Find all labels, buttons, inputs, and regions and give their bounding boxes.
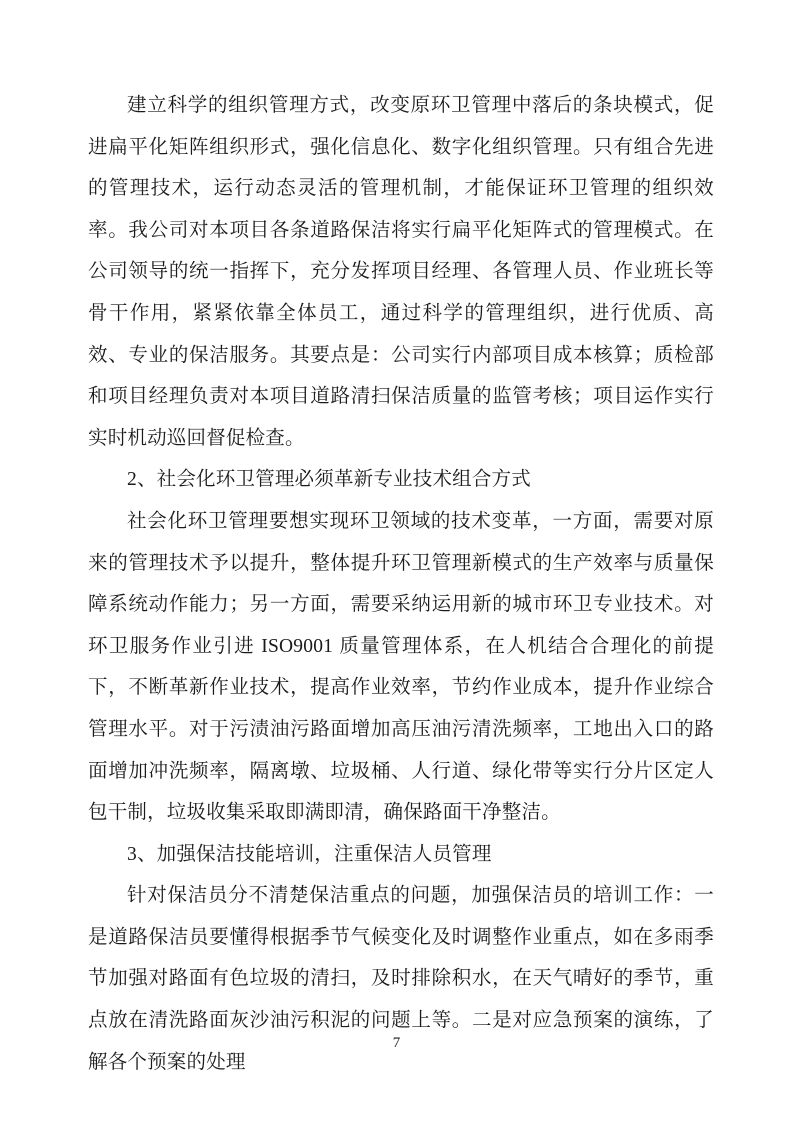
paragraph-organization-management: 建立科学的组织管理方式，改变原环卫管理中落后的条块模式，促进扁平化矩阵组织形式，强化信息化、数字化组织管理。只有组合先进的管理技术，运行动态灵活的管理机制，才能保证环卫管理的组织效率。我公司对本项目各条道路保洁将实行扁平化矩阵式的管理模式。在公司领导的统一指挥下，充分发挥项目经理、各管理人员、作业班长等骨干作用，紧紧依靠全体员工，通过科学的管理组织，进行优质、高效、专业的保洁服务。其要点是：公司实行内部项目成本核算；质检部和项目经理负责对本项目道路清扫保洁质量的监管考核；项目运作实行实时机动巡回督促检查。	[88, 95, 714, 449]
page-footer	[0, 1034, 793, 1052]
section-heading-3: 3、加强保洁技能培训，注重保洁人员管理	[127, 843, 492, 865]
page-number: 7	[392, 1035, 401, 1051]
section-heading-2: 2、社会化环卫管理必须革新专业技术组合方式	[127, 469, 531, 491]
paragraph-cleaner-training: 针对保洁员分不清楚保洁重点的问题，加强保洁员的培训工作：一是道路保洁员要懂得根据季节气候变化及时调整作业重点，如在多雨季节加强对路面有色垃圾的清扫，及时排除积水，在天气晴好的季节，重点放在清洗路面灰沙油污积泥的问题上等。二是对应急预案的演练，了解各个预案的处理	[88, 885, 714, 1073]
document-body	[88, 85, 714, 1083]
paragraph-technology-reform: 社会化环卫管理要想实现环卫领域的技术变革，一方面，需要对原来的管理技术予以提升，整体提升环卫管理新模式的生产效率与质量保障系统动作能力；另一方面，需要采纳运用新的城市环卫专业技术。对环卫服务作业引进 ISO9001 质量管理体系，在人机结合合理化的前提下，不断革新作业技术，提高作业效率，节约作业成本，提升作业综合管理水平。对于污渍油污路面增加高压油污清洗频率，工地出入口的路面增加冲洗频率，隔离墩、垃圾桶、人行道、绿化带等实行分片区定人包干制，垃圾收集采取即满即清，确保路面干净整洁。	[88, 510, 714, 824]
